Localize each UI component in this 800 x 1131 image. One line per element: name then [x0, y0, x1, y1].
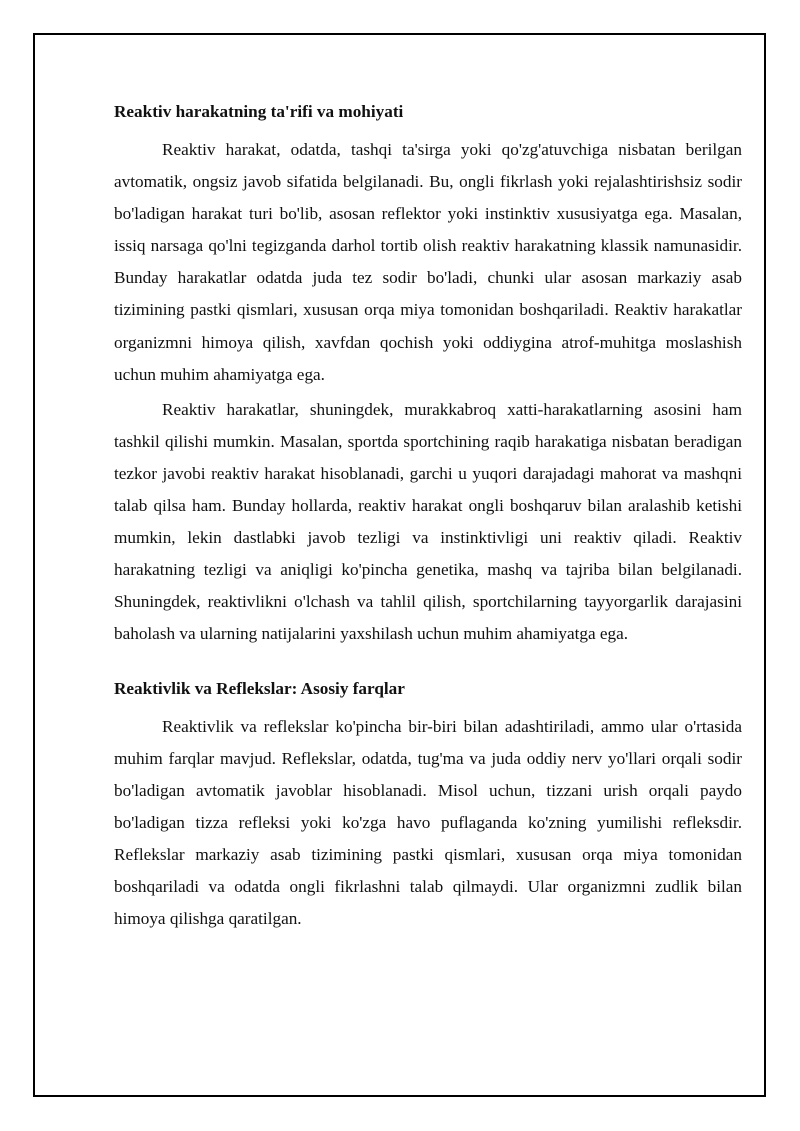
paragraph: Reaktiv harakat, odatda, tashqi ta'sirga yoki qo'zg'atuvchiga nisbatan berilgan avtomatik, ongsiz javob sifatida belgilanadi. Bu, ongli fikrlash yoki rejalashtirishsiz sodir bo'ladigan harakat turi bo'lib, asosan reflektor yoki instinktiv xususiyatga ega. Masalan, issiq narsaga qo'lni tegizganda darhol tortib olish reaktiv harakatning klassik namunasidir. Bunday harakatlar odatda juda tez sodir bo'ladi, chunki ular asosan markaziy asab tizimining pastki qismlari, xususan orqa miya tomonidan boshqariladi. Reaktiv harakatlar organizmni himoya qilish, xavfdan qochish yoki oddiygina atrof-muhitga moslashish uchun muhim ahamiyatga ega.	[114, 140, 742, 384]
paragraph: Reaktivlik va reflekslar ko'pincha bir-biri bilan adashtiriladi, ammo ular o'rtasida muhim farqlar mavjud. Reflekslar, odatda, tug'ma va juda oddiy nerv yo'llari orqali sodir bo'ladigan avtomatik javoblar hisoblanadi. Misol uchun, tizzani urish orqali paydo bo'ladigan tizza refleksi yoki ko'zga havo puflaganda ko'zning yumilishi refleksdir. Reflekslar markaziy asab tizimining pastki qismlari, xususan orqa miya tomonidan boshqariladi va odatda ongli fikrlashni talab qilmaydi. Ular organizmni zudlik bilan himoya qilishga qaratilgan.	[114, 716, 742, 929]
document-body	[114, 96, 742, 938]
section-heading: Reaktiv harakatning ta'rifi va mohiyati	[114, 102, 404, 121]
section-heading: Reaktivlik va Reflekslar: Asosiy farqlar	[114, 678, 405, 698]
paragraph: Reaktiv harakatlar, shuningdek, murakkabroq xatti-harakatlarning asosini ham tashkil qilishi mumkin. Masalan, sportda sportchining raqib harakatiga nisbatan beradigan tezkor javobi reaktiv harakat hisoblanadi, garchi u yuqori darajadagi mahorat va mashqni talab qilsa ham. Bunday hollarda, reaktiv harakat ongli boshqaruv bilan aralashib ketishi mumkin, lekin dastlabki javob tezligi va instinktivligi uni reaktiv qiladi. Reaktiv harakatning tezligi va aniqligi ko'pincha genetika, mashq va tajriba bilan belgilanadi. Shuningdek, reaktivlikni o'lchash va tahlil qilish, sportchilarning tayyorgarlik darajasini baholash va ularning natijalarini yaxshilash uchun muhim ahamiyatga ega.	[114, 399, 742, 644]
